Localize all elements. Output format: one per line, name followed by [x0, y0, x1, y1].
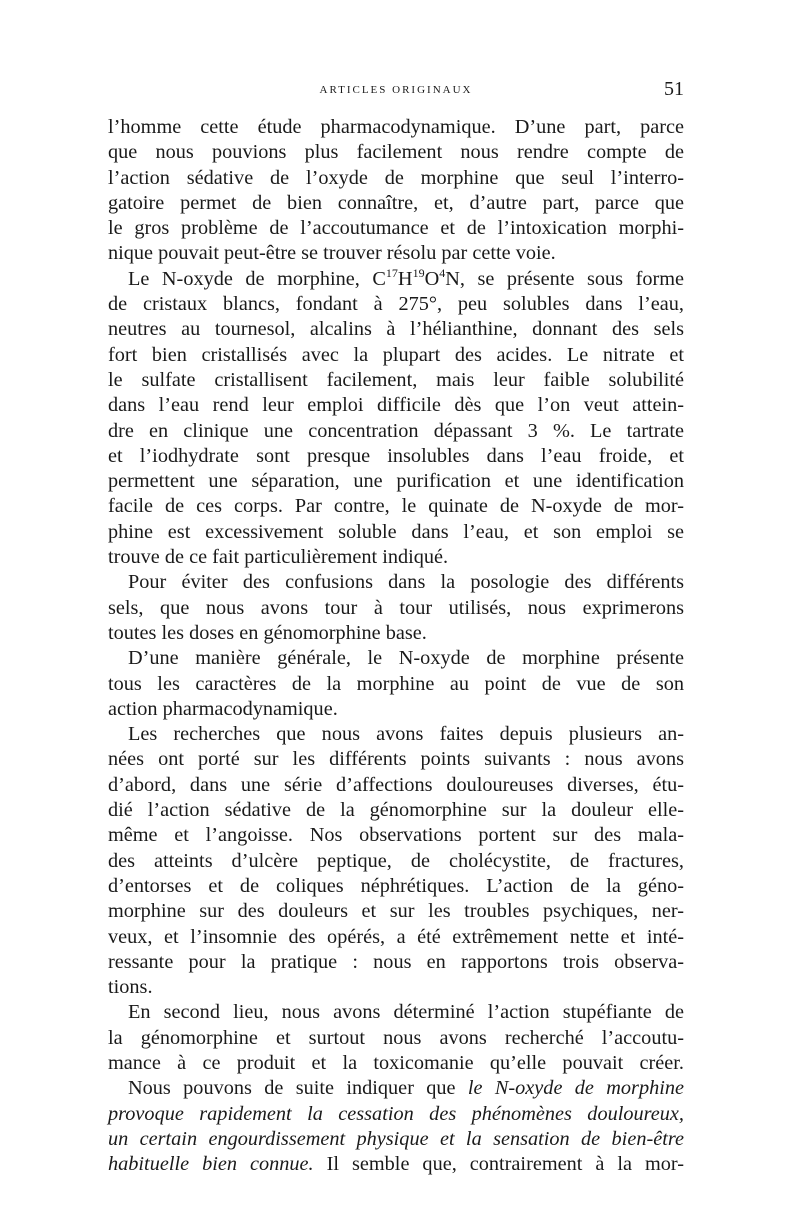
text-line: et l’iodhydrate sont presque insolubles dans l’eau froide, et: [108, 444, 684, 467]
text-line: gatoire permet de bien connaître, et, d’autre part, parce que: [108, 191, 684, 214]
text-line: tions.: [108, 976, 153, 999]
formula-pre: Le N-oxyde de morphine, C: [128, 267, 386, 290]
text-line: dre en clinique une concentration dépassant 3 %. Le tartrate: [108, 419, 684, 442]
text-line: nées ont porté sur les différents points suivants : nous avons: [108, 748, 684, 771]
formula-o: O: [424, 267, 440, 290]
paragraph: [108, 570, 684, 646]
text-line: que nous pouvions plus facilement nous rendre compte de: [108, 141, 684, 164]
text-line: même et l’angoisse. Nos observations portent sur des mala-: [108, 824, 684, 847]
italic-run: habituelle bien connue.: [108, 1153, 314, 1176]
text-line: mance à ce produit et la toxicomanie qu’elle pouvait créer.: [108, 1051, 684, 1074]
text-line: veux, et l’insomnie des opérés, a été extrêmement nette et inté-: [108, 925, 684, 948]
text-line-formula: [108, 267, 684, 292]
text-line: l’action sédative de l’oxyde de morphine que seul l’interro-: [108, 166, 684, 189]
text-line: l’homme cette étude pharmacodynamique. D’une part, parce: [108, 116, 684, 138]
text-line: d’abord, dans une série d’affections douloureuses diverses, étu-: [108, 773, 684, 796]
paragraph: [108, 646, 684, 722]
formula-sub: 4: [439, 266, 446, 281]
text-line: trouve de ce fait particulièrement indiqué.: [108, 546, 449, 569]
text-line: ressante pour la pratique : nous en rapportons trois observa-: [108, 950, 684, 973]
paragraph: [108, 115, 684, 267]
text-line: toutes les doses en génomorphine base.: [108, 621, 427, 644]
text-line: permettent une séparation, une purification et une identification: [108, 470, 684, 493]
text-line: [108, 1152, 684, 1177]
italic-line: un certain engourdissement physique et la sensation de bien-être: [108, 1127, 684, 1150]
text-line: dié l’action sédative de la génomorphine sur la douleur elle-: [108, 799, 684, 822]
paragraph: [108, 1000, 684, 1076]
paragraph: [108, 267, 684, 571]
running-header: [108, 78, 684, 104]
text-line: Les recherches que nous avons faites depuis plusieurs an-: [128, 723, 684, 746]
text-line: Pour éviter des confusions dans la posologie des différents: [128, 571, 684, 594]
text-line: de cristaux blancs, fondant à 275°, peu solubles dans l’eau,: [108, 293, 684, 316]
formula-sub: 17: [385, 266, 398, 281]
text-line: dans l’eau rend leur emploi difficile dès que l’on veut attein-: [108, 394, 684, 417]
text-run: Nous pouvons de suite indiquer que: [128, 1077, 468, 1100]
paragraph: [108, 722, 684, 1000]
text-line: phine est excessivement soluble dans l’eau, et son emploi se: [108, 520, 684, 543]
text-line: sels, que nous avons tour à tour utilisés, nous exprimerons: [108, 596, 684, 619]
body-text: [108, 115, 684, 1177]
text-line: nique pouvait peut-être se trouver résolu par cette voie.: [108, 242, 556, 265]
formula-h: H: [397, 267, 413, 290]
formula-sub: 19: [412, 266, 425, 281]
text-line: le sulfate cristallisent facilement, mais leur faible solubilité: [108, 368, 684, 391]
text-line: D’une manière générale, le N-oxyde de morphine présente: [128, 647, 684, 670]
text-line: En second lieu, nous avons déterminé l’action stupéfiante de: [128, 1001, 684, 1024]
running-title: ARTICLES ORIGINAUX: [319, 84, 473, 96]
text-line: [108, 1076, 684, 1101]
page-number: 51: [664, 78, 684, 100]
text-line: la génomorphine et surtout nous avons recherché l’accoutu-: [108, 1026, 684, 1049]
text-line: des atteints d’ulcère peptique, de cholécystite, de fractures,: [108, 849, 684, 872]
text-line: le gros problème de l’accoutumance et de l’intoxication morphi-: [108, 217, 684, 240]
paragraph: [108, 1076, 684, 1177]
italic-line: provoque rapidement la cessation des phénomènes douloureux,: [108, 1102, 684, 1125]
text-run: Il semble que, contrairement à la mor-: [313, 1153, 684, 1176]
formula-post: N, se présente sous forme: [445, 267, 684, 290]
text-line: d’entorses et de coliques néphrétiques. L’action de la géno-: [108, 874, 684, 897]
text-line: action pharmacodynamique.: [108, 697, 338, 720]
text-line: morphine sur des douleurs et sur les troubles psychiques, ner-: [108, 900, 684, 923]
text-line: facile de ces corps. Par contre, le quinate de N-oxyde de mor-: [108, 495, 684, 518]
italic-run: le N-oxyde de morphine: [467, 1077, 685, 1100]
text-line: neutres au tournesol, alcalins à l’hélianthine, donnant des sels: [108, 318, 684, 341]
text-line: fort bien cristallisés avec la plupart des acides. Le nitrate et: [108, 343, 684, 366]
text-line: tous les caractères de la morphine au point de vue de son: [108, 672, 684, 695]
